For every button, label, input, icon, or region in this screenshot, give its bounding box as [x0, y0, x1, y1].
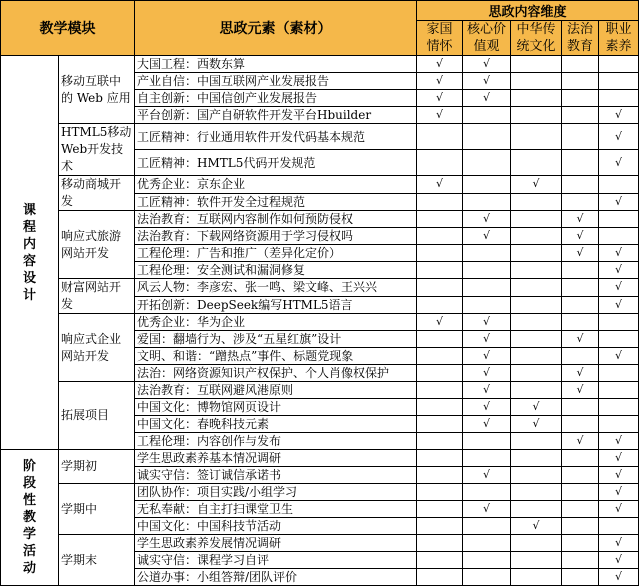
element-cell: 风云人物：李彦宏、张一鸣、梁文峰、王兴兴 [135, 279, 417, 297]
check-cell-rule-of-law [562, 518, 599, 535]
check-cell-patriotism [417, 399, 463, 416]
check-cell-core-values [463, 382, 511, 399]
check-cell-traditional-culture [511, 150, 562, 176]
check-cell-traditional-culture [511, 211, 562, 228]
check-cell-patriotism [417, 569, 463, 586]
check-cell-traditional-culture [511, 228, 562, 245]
check-mark: √ [615, 570, 623, 583]
check-cell-traditional-culture [511, 535, 562, 552]
module-cell: 拓展项目 [59, 382, 135, 450]
check-cell-patriotism [417, 176, 463, 194]
check-cell-core-values [463, 467, 511, 484]
check-cell-traditional-culture [511, 569, 562, 586]
check-cell-core-values [463, 416, 511, 433]
check-cell-traditional-culture [511, 193, 562, 211]
check-mark: √ [435, 91, 443, 104]
check-cell-traditional-culture [511, 176, 562, 194]
check-mark: √ [615, 502, 623, 515]
check-cell-professionalism [599, 501, 639, 518]
check-cell-professionalism [599, 433, 639, 450]
element-cell: 团队协作：项目实践/小组学习 [135, 484, 417, 501]
check-cell-traditional-culture [511, 124, 562, 150]
check-cell-traditional-culture [511, 382, 562, 399]
check-cell-rule-of-law [562, 262, 599, 279]
header-row-top [1, 1, 639, 21]
check-cell-core-values [463, 552, 511, 569]
check-cell-core-values [463, 211, 511, 228]
check-cell-core-values [463, 314, 511, 331]
check-cell-professionalism [599, 314, 639, 331]
element-cell: 工程伦理：广告和推广（差异化定价） [135, 245, 417, 262]
check-cell-patriotism [417, 124, 463, 150]
check-cell-patriotism [417, 314, 463, 331]
category-cell: 课 程 内 容 设 计 [1, 56, 59, 450]
table-row [1, 314, 639, 331]
check-cell-professionalism [599, 382, 639, 399]
element-cell: 中国文化：博物馆网页设计 [135, 399, 417, 416]
check-cell-professionalism [599, 552, 639, 569]
element-header: 思政元素（素材） [135, 1, 417, 56]
check-cell-patriotism [417, 107, 463, 124]
module-cell: HTML5移动Web开发技术 [59, 124, 135, 176]
check-cell-patriotism [417, 150, 463, 176]
dimensions-header: 思政内容维度 [417, 1, 639, 21]
check-mark: √ [615, 451, 623, 464]
check-cell-traditional-culture [511, 314, 562, 331]
table-body [1, 56, 639, 586]
check-cell-rule-of-law [562, 501, 599, 518]
check-mark: √ [615, 349, 623, 362]
check-mark: √ [615, 297, 623, 311]
check-mark: √ [615, 246, 623, 259]
check-cell-professionalism [599, 211, 639, 228]
check-mark: √ [532, 177, 540, 191]
check-cell-traditional-culture [511, 348, 562, 365]
check-cell-patriotism [417, 262, 463, 279]
check-mark: √ [615, 194, 623, 208]
module-cell: 响应式旅游网站开发 [59, 211, 135, 279]
element-cell: 工程伦理：内容创作与发布 [135, 433, 417, 450]
check-cell-professionalism [599, 518, 639, 535]
check-cell-patriotism [417, 56, 463, 73]
element-cell: 工程伦理：安全测试和漏洞修复 [135, 262, 417, 279]
check-cell-core-values [463, 124, 511, 150]
check-cell-rule-of-law [562, 107, 599, 124]
check-cell-patriotism [417, 535, 463, 552]
table-row [1, 484, 639, 501]
check-mark: √ [482, 349, 490, 362]
element-cell: 法治：网络资源知识产权保护、个人肖像权保护 [135, 365, 417, 382]
check-cell-patriotism [417, 467, 463, 484]
check-cell-core-values [463, 296, 511, 314]
module-cell: 移动互联中的 Web 应用 [59, 56, 135, 124]
check-cell-core-values [463, 331, 511, 348]
check-cell-rule-of-law [562, 73, 599, 90]
check-mark: √ [435, 315, 443, 328]
check-cell-professionalism [599, 107, 639, 124]
check-cell-traditional-culture [511, 107, 562, 124]
check-cell-patriotism [417, 382, 463, 399]
check-cell-traditional-culture [511, 296, 562, 314]
element-cell: 学生思政素养基本情况调研 [135, 450, 417, 467]
check-cell-patriotism [417, 518, 463, 535]
check-mark: √ [532, 417, 540, 430]
element-cell: 无私奉献：自主打扫课堂卫生 [135, 501, 417, 518]
check-cell-patriotism [417, 211, 463, 228]
table-row [1, 450, 639, 467]
module-cell: 学期初 [59, 450, 135, 484]
element-cell: 公道办事：小组答辩/团队评价 [135, 569, 417, 586]
check-cell-traditional-culture [511, 484, 562, 501]
check-cell-traditional-culture [511, 552, 562, 569]
check-mark: √ [435, 108, 443, 121]
check-cell-rule-of-law [562, 176, 599, 194]
check-cell-professionalism [599, 416, 639, 433]
check-cell-rule-of-law [562, 124, 599, 150]
check-cell-core-values [463, 569, 511, 586]
check-cell-patriotism [417, 348, 463, 365]
check-cell-traditional-culture [511, 90, 562, 107]
check-cell-professionalism [599, 90, 639, 107]
check-mark: √ [615, 553, 623, 566]
check-mark: √ [615, 485, 623, 498]
check-mark: √ [615, 263, 623, 276]
check-mark: √ [482, 229, 490, 242]
check-cell-traditional-culture [511, 501, 562, 518]
check-mark: √ [482, 502, 490, 515]
check-cell-professionalism [599, 484, 639, 501]
module-cell: 学期末 [59, 535, 135, 586]
category-cell: 阶 段 性 教 学 活 动 [1, 450, 59, 586]
check-cell-rule-of-law [562, 279, 599, 297]
check-mark: √ [615, 108, 623, 121]
check-mark: √ [482, 91, 490, 104]
check-cell-core-values [463, 90, 511, 107]
check-mark: √ [615, 434, 623, 447]
check-mark: √ [576, 229, 584, 242]
check-cell-patriotism [417, 501, 463, 518]
check-cell-core-values [463, 245, 511, 262]
check-mark: √ [576, 383, 584, 396]
check-cell-patriotism [417, 484, 463, 501]
check-cell-core-values [463, 262, 511, 279]
check-cell-core-values [463, 433, 511, 450]
check-mark: √ [532, 400, 540, 413]
check-mark: √ [576, 366, 584, 379]
check-cell-rule-of-law [562, 484, 599, 501]
check-cell-professionalism [599, 245, 639, 262]
check-mark: √ [482, 400, 490, 413]
check-cell-rule-of-law [562, 467, 599, 484]
check-mark: √ [482, 366, 490, 379]
check-mark: √ [482, 74, 490, 87]
element-cell: 诚实守信：签订诚信承诺书 [135, 467, 417, 484]
check-cell-professionalism [599, 450, 639, 467]
check-mark: √ [615, 129, 623, 143]
check-cell-core-values [463, 176, 511, 194]
check-cell-rule-of-law [562, 416, 599, 433]
element-cell: 工匠精神：HMTL5代码开发规范 [135, 150, 417, 176]
check-cell-rule-of-law [562, 314, 599, 331]
check-mark: √ [482, 332, 490, 345]
element-cell: 优秀企业：华为企业 [135, 314, 417, 331]
check-cell-core-values [463, 73, 511, 90]
check-cell-professionalism [599, 279, 639, 297]
table-row [1, 279, 639, 297]
check-mark: √ [435, 74, 443, 87]
check-cell-traditional-culture [511, 262, 562, 279]
module-cell: 响应式企业网站开发 [59, 314, 135, 382]
element-cell: 爱国：翻墙行为、涉及“五星红旗”设计 [135, 331, 417, 348]
module-cell: 移动商城开发 [59, 176, 135, 211]
check-cell-core-values [463, 107, 511, 124]
element-cell: 诚实守信：课程学习自评 [135, 552, 417, 569]
element-cell: 法治教育：互联网内容制作如何预防侵权 [135, 211, 417, 228]
check-cell-traditional-culture [511, 399, 562, 416]
check-cell-patriotism [417, 193, 463, 211]
check-cell-rule-of-law [562, 569, 599, 586]
check-cell-patriotism [417, 416, 463, 433]
check-mark: √ [576, 434, 584, 447]
check-mark: √ [482, 417, 490, 430]
check-cell-rule-of-law [562, 348, 599, 365]
check-cell-core-values [463, 279, 511, 297]
element-cell: 学生思政素养发展情况调研 [135, 535, 417, 552]
check-cell-rule-of-law [562, 331, 599, 348]
dim-header-rule-of-law: 法治 教育 [562, 21, 599, 56]
table-row [1, 211, 639, 228]
check-cell-traditional-culture [511, 365, 562, 382]
check-mark: √ [615, 155, 623, 169]
check-cell-traditional-culture [511, 416, 562, 433]
element-cell: 开拓创新：DeepSeek编写HTML5语言 [135, 296, 417, 314]
check-cell-professionalism [599, 365, 639, 382]
check-cell-traditional-culture [511, 245, 562, 262]
check-cell-patriotism [417, 279, 463, 297]
element-cell: 产业自信：中国互联网产业发展报告 [135, 73, 417, 90]
check-cell-patriotism [417, 433, 463, 450]
check-cell-professionalism [599, 399, 639, 416]
check-cell-core-values [463, 348, 511, 365]
check-cell-professionalism [599, 535, 639, 552]
check-cell-patriotism [417, 296, 463, 314]
element-cell: 工匠精神：行业通用软件开发代码基本规范 [135, 124, 417, 150]
check-cell-traditional-culture [511, 467, 562, 484]
check-cell-rule-of-law [562, 56, 599, 73]
check-cell-rule-of-law [562, 450, 599, 467]
check-cell-core-values [463, 501, 511, 518]
table-row [1, 382, 639, 399]
check-cell-traditional-culture [511, 518, 562, 535]
check-mark: √ [615, 280, 623, 294]
check-cell-core-values [463, 228, 511, 245]
check-cell-professionalism [599, 296, 639, 314]
module-cell: 财富网站开发 [59, 279, 135, 314]
check-cell-rule-of-law [562, 399, 599, 416]
check-cell-core-values [463, 484, 511, 501]
check-mark: √ [482, 57, 490, 70]
check-cell-rule-of-law [562, 193, 599, 211]
check-cell-professionalism [599, 56, 639, 73]
check-cell-traditional-culture [511, 331, 562, 348]
check-cell-traditional-culture [511, 73, 562, 90]
table-row [1, 124, 639, 150]
check-cell-core-values [463, 450, 511, 467]
check-cell-rule-of-law [562, 552, 599, 569]
check-mark: √ [576, 332, 584, 345]
check-cell-patriotism [417, 228, 463, 245]
check-mark: √ [435, 57, 443, 70]
check-cell-professionalism [599, 331, 639, 348]
element-cell: 优秀企业：京东企业 [135, 176, 417, 194]
check-cell-core-values [463, 56, 511, 73]
check-cell-core-values [463, 150, 511, 176]
check-cell-patriotism [417, 73, 463, 90]
check-cell-traditional-culture [511, 450, 562, 467]
check-cell-rule-of-law [562, 296, 599, 314]
check-cell-patriotism [417, 450, 463, 467]
module-cell: 学期中 [59, 484, 135, 535]
check-cell-rule-of-law [562, 382, 599, 399]
element-cell: 中国文化：中国科技节活动 [135, 518, 417, 535]
check-cell-core-values [463, 193, 511, 211]
element-cell: 大国工程：西数东算 [135, 56, 417, 73]
check-cell-professionalism [599, 124, 639, 150]
check-cell-traditional-culture [511, 433, 562, 450]
check-cell-rule-of-law [562, 433, 599, 450]
dim-header-professionalism: 职业 素养 [599, 21, 639, 56]
check-cell-professionalism [599, 569, 639, 586]
check-cell-professionalism [599, 150, 639, 176]
element-cell: 平台创新：国产自研软件开发平台Hbuilder [135, 107, 417, 124]
check-cell-patriotism [417, 331, 463, 348]
table-row [1, 176, 639, 194]
check-cell-rule-of-law [562, 535, 599, 552]
check-cell-core-values [463, 399, 511, 416]
module-header: 教学模块 [1, 1, 135, 56]
check-mark: √ [576, 246, 584, 259]
check-cell-professionalism [599, 193, 639, 211]
check-mark: √ [482, 315, 490, 328]
check-cell-professionalism [599, 348, 639, 365]
check-cell-rule-of-law [562, 150, 599, 176]
check-cell-core-values [463, 535, 511, 552]
check-cell-rule-of-law [562, 228, 599, 245]
element-cell: 工匠精神：软件开发全过程规范 [135, 193, 417, 211]
check-cell-professionalism [599, 467, 639, 484]
check-cell-traditional-culture [511, 56, 562, 73]
check-mark: √ [482, 212, 490, 225]
check-cell-core-values [463, 518, 511, 535]
check-mark: √ [615, 468, 623, 481]
check-cell-rule-of-law [562, 211, 599, 228]
dim-header-traditional-culture: 中华传 统文化 [511, 21, 562, 56]
element-cell: 自主创新：中国信创产业发展报告 [135, 90, 417, 107]
check-cell-professionalism [599, 228, 639, 245]
check-cell-core-values [463, 365, 511, 382]
check-mark: √ [576, 212, 584, 225]
table-row [1, 56, 639, 73]
dim-header-core-values: 核心价 值观 [463, 21, 511, 56]
element-cell: 法治教育：下载网络资源用于学习侵权吗 [135, 228, 417, 245]
check-cell-patriotism [417, 552, 463, 569]
check-mark: √ [482, 468, 490, 481]
check-cell-professionalism [599, 262, 639, 279]
check-cell-professionalism [599, 73, 639, 90]
element-cell: 法治教育：互联网避风港原则 [135, 382, 417, 399]
check-cell-professionalism [599, 176, 639, 194]
check-cell-patriotism [417, 365, 463, 382]
check-mark: √ [435, 177, 443, 191]
check-mark: √ [615, 536, 623, 549]
check-cell-rule-of-law [562, 245, 599, 262]
check-cell-rule-of-law [562, 90, 599, 107]
check-mark: √ [532, 519, 540, 532]
element-cell: 中国文化：春晚科技元素 [135, 416, 417, 433]
check-cell-patriotism [417, 90, 463, 107]
dim-header-patriotism: 家国 情怀 [417, 21, 463, 56]
check-cell-rule-of-law [562, 365, 599, 382]
check-mark: √ [482, 383, 490, 396]
check-cell-traditional-culture [511, 279, 562, 297]
element-cell: 文明、和谐：“蹭热点”事件、标题党现象 [135, 348, 417, 365]
check-cell-patriotism [417, 245, 463, 262]
table-row [1, 535, 639, 552]
